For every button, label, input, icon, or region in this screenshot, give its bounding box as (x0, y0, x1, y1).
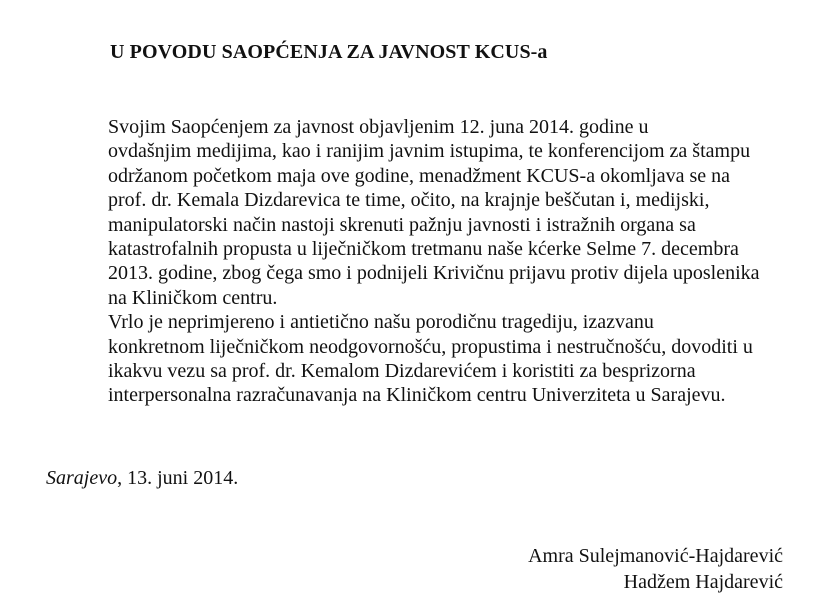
paragraph-line: održanom početkom maja ove godine, menadžment KCUS-a okomljava se na (108, 164, 731, 187)
signature-name: Hadžem Hajdarević (623, 571, 783, 593)
signature-name: Amra Sulejmanović-Hajdarević (528, 545, 783, 567)
paragraph-line: katastrofalnih propusta u liječničkom tretmanu naše kćerke Selme 7. decembra (108, 238, 739, 261)
dateline (46, 467, 238, 490)
paragraph-line: manipulatorski način nastoji skrenuti pažnju javnosti i istražnih organa sa (108, 213, 696, 236)
dateline-date: , 13. juni 2014. (117, 467, 239, 489)
paragraph-line: konkretnom liječničkom neodgovornošću, propustima i nestručnošću, dovoditi u (108, 335, 753, 358)
document-title: U POVODU SAOPĆENJA ZA JAVNOST KCUS-a (110, 41, 548, 63)
dateline-place: Sarajevo (46, 467, 118, 489)
paragraph-line: Svojim Saopćenjem za javnost objavljenim 12. juna 2014. godine u (108, 116, 649, 138)
paragraph-line: ovdašnjim medijima, kao i ranijim javnim istupima, te konferencijom za štampu (108, 140, 751, 163)
paragraph-line: na Kliničkom centru. (108, 286, 278, 309)
paragraph-line: ikakvu vezu sa prof. dr. Kemalom Dizdarevićem i koristiti za besprizorna (108, 360, 696, 383)
paragraph-line: prof. dr. Kemala Dizdarevica te time, očito, na krajnje beščutan i, medijski, (108, 189, 710, 212)
paragraph-line: interpersonalna razračunavanja na Kliničkom centru Univerziteta u Sarajevu. (108, 384, 726, 407)
paragraph-1 (46, 115, 791, 310)
paragraph-2 (46, 310, 791, 408)
letter-body (46, 115, 791, 408)
signature-block (528, 543, 783, 595)
paragraph-line: 2013. godine, zbog čega smo i podnijeli Krivičnu prijavu protiv dijela uposlenika (108, 262, 760, 285)
paragraph-line: Vrlo je neprimjereno i antietično našu porodičnu tragediju, izazvanu (108, 311, 654, 334)
